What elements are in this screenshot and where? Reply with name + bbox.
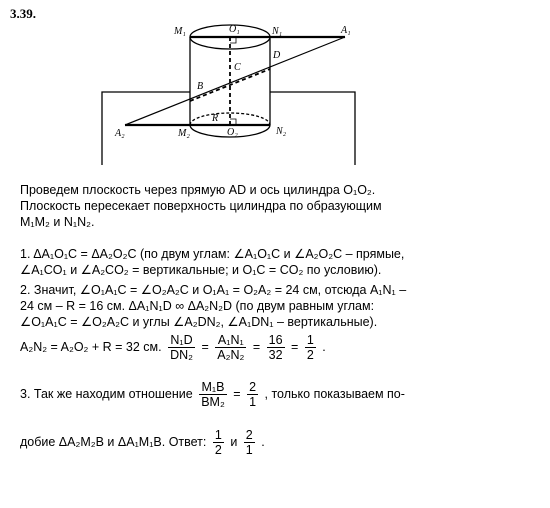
fraction-16-32-den: 32: [268, 348, 283, 362]
problem-number: 3.39.: [10, 6, 36, 21]
step1-line-1: 1. ΔA₁O₁C = ΔA₂O₂C (по двум углам: ∠A₁O₁C и ∠A₂O₂C – прямые,: [20, 247, 405, 261]
step2-line-1: 2. Значит, ∠O₁A₁C = ∠O₂A₂C и O₁A₁ = O₂A₂ = 24 см, отсюда A₁N₁ –: [20, 283, 407, 297]
paragraph-line-3: M₁M₂ и N₁N₂.: [20, 215, 95, 229]
label-m2: M₂: [178, 128, 190, 139]
label-d: D: [273, 50, 281, 61]
fraction-nd-den: DN₂: [170, 348, 194, 362]
fraction-2-1-den: 1: [249, 395, 257, 409]
fraction-16-32: [267, 333, 285, 362]
eq-sign-1: =: [201, 339, 209, 354]
fraction-an-den: A₂N₂: [217, 348, 245, 362]
fraction-1-2: [305, 333, 316, 362]
step2-line-3: ∠O₁A₁C = ∠O₂A₂C и углы ∠A₂DN₂, ∠A₁DN₁ – вертикальные).: [20, 315, 378, 329]
label-b: B: [197, 81, 204, 92]
label-n1: N₁: [272, 26, 283, 37]
eq-sign-2: =: [252, 339, 261, 354]
step3-line2-start: добие ΔA₂M₂B и ΔA₁M₁B. Ответ:: [20, 434, 207, 449]
label-c: C: [234, 62, 241, 73]
label-a1: A₁: [341, 25, 351, 36]
step3-line-1: [20, 380, 405, 409]
fraction-an-num: A₁N₁: [215, 333, 246, 348]
fraction-an: [215, 333, 246, 362]
step3-eq-sign: =: [233, 386, 241, 401]
label-o2: O₂: [227, 127, 238, 138]
answer-fraction-2: [244, 428, 255, 457]
eq-sign-3: =: [291, 339, 299, 354]
eq-end: .: [322, 339, 326, 354]
label-r: R: [212, 113, 219, 124]
equation-lhs: A₂N₂ = A₂O₂ + R = 32 см.: [20, 339, 162, 354]
fraction-mb-num: M₁B: [199, 380, 227, 395]
step2-line-2: 24 см – R = 16 см. ΔA₁N₁D ∞ ΔA₂N₂D (по двум равным углам:: [20, 299, 375, 313]
fraction-2-1: [247, 380, 258, 409]
answer-fraction-2-num: 2: [245, 428, 253, 442]
label-n2: N₂: [276, 126, 287, 137]
fraction-2-1-num: 2: [249, 380, 257, 394]
line-a2a1: [125, 37, 345, 125]
fraction-mb-den: BM₂: [201, 395, 225, 409]
fraction-1-2-num: 1: [306, 333, 314, 347]
answer-fraction-1: [213, 428, 224, 457]
equation-line: [20, 333, 326, 362]
label-a2: A₂: [115, 128, 125, 139]
step3-line-2: [20, 428, 265, 457]
label-m1: M₁: [174, 26, 186, 37]
fraction-16-32-num: 16: [268, 333, 283, 347]
fraction-mb: [199, 380, 227, 409]
paragraph-line-2: Плоскость пересекает поверхность цилиндра по образующим: [20, 199, 382, 213]
fraction-nd: [168, 333, 195, 362]
answer-and: и: [230, 434, 238, 449]
fraction-nd-num: N₁D: [168, 333, 195, 348]
answer-fraction-2-den: 1: [245, 443, 253, 457]
step3-start: 3. Так же находим отношение: [20, 386, 193, 401]
answer-end: .: [261, 434, 265, 449]
fraction-1-2-den: 2: [306, 348, 314, 362]
answer-fraction-1-num: 1: [214, 428, 222, 442]
paragraph-line-1: Проведем плоскость через прямую AD и ось цилиндра O₁O₂.: [20, 183, 376, 197]
step1-line-2: ∠A₁CO₁ и ∠A₂CO₂ = вертикальные; и O₁C = CO₂ по условию).: [20, 263, 382, 277]
step3-end: , только показываем по-: [264, 386, 405, 401]
cylinder-figure: [0, 0, 550, 180]
answer-fraction-1-den: 2: [214, 443, 222, 457]
label-o1: O₁: [229, 24, 240, 35]
